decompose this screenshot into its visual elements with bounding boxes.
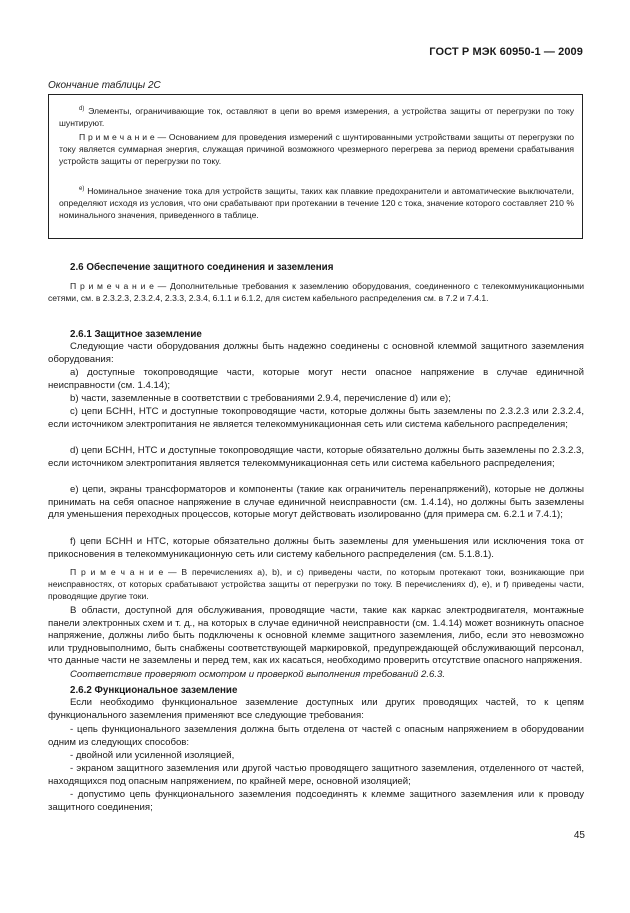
section-2-6-1-intro: Следующие части оборудования должны быть надежно соединены с основной клеммой защитного заземления оборудования: [48, 341, 584, 365]
footnote-e: $^{e)}$ Номинальное значение тока для устройств защиты, таких как плавкие предохранители и автоматические выключатели, определяют исходя из условия, что они срабатывают при протекании в течение 120 с тока, значение которого составляет 210 % номинального значения, приведенного в таблице. [59, 185, 574, 220]
list-item-e: е) цепи, экраны трансформаторов и компоненты (такие как ограничитель перенапряжений), которые не должны принимать на себя опасное напряжение в случае единичной неисправности (см. 1.4.14), но должны быть заземлены для уменьшения переходных процессов, которые могут действовать изолированно (для примера см. 6.2.1 и 7.4.1); [48, 484, 584, 521]
page-number: 45 [573, 830, 585, 841]
list-item-b: b) части, заземленные в соответствии с требованиями 2.9.4, перечисление d) или е); [70, 393, 451, 404]
section-heading-2-6-1: 2.6.1 Защитное заземление [70, 329, 202, 340]
footnote-d: $^{d)}$ Элементы, ограничивающие ток, оставляют в цепи во время измерения, а устройства защиты от перегрузки по току шунтируют. [59, 105, 574, 128]
requirement-item: - двойной или усиленной изоляцией, [70, 750, 235, 761]
requirement-item: - экраном защитного заземления или другой частью проводящего защитного заземления, отделенного от частей, находящихся под опасным напряжением, по крайней мере, основной изоляцией; [48, 763, 584, 787]
requirement-item: - допустимо цепь функционального заземления подсоединять к клемме защитного заземления или к проводу защитного соединения; [48, 789, 584, 813]
list-item-a: а) доступные токопроводящие части, которые могут нести опасное напряжение в случае единичной неисправности (см. 1.4.14); [48, 367, 584, 391]
compliance-check: Соответствие проверяют осмотром и проверкой выполнения требований 2.6.3. [70, 669, 446, 680]
requirement-item: - цепь функционального заземления должна быть отделена от частей с опасным напряжением в оборудовании одним из следующих способов: [48, 724, 584, 748]
section-heading-2-6: 2.6 Обеспечение защитного соединения и заземления [70, 262, 334, 273]
section-2-6-note: П р и м е ч а н и е — Дополнительные требования к заземлению оборудования, соединенного с телекоммуникационными сетями, см. в 2.3.2.3, 2.3.2.4, 2.3.3, 2.3.4, 6.1.1 и 6.1.2, для систем кабельного распределения см. в 7.2 и 7.4.1. [48, 281, 585, 303]
table-note: П р и м е ч а н и е — Основанием для проведения измерений с шунтированными устройствами защиты от перегрузки по току является суммарная энергия, служащая причиной возможного чрезмерного перегрева за период времени срабатывания устройств защиты от перегрузки по току. [59, 132, 575, 166]
table-caption: Окончание таблицы 2С [48, 80, 161, 91]
list-item-c: с) цепи БСНН, НТС и доступные токопроводящие части, которые должны быть заземлены по 2.3.2.3 или 2.3.2.4, если источником электропитания не является телекоммуникационная сеть или система кабельного распределения; [48, 406, 584, 430]
document-code: ГОСТ Р МЭК 60950-1 — 2009 [429, 46, 583, 58]
section-2-6-2-intro: Если необходимо функциональное заземление доступных или других проводящих частей, то к цепям функционального заземления применяют все следующие требования: [48, 697, 584, 721]
section-heading-2-6-2: 2.6.2 Функциональное заземление [70, 685, 238, 696]
list-item-f: f) цепи БСНН и НТС, которые обязательно должны быть заземлены для уменьшения или исключения тока от прикосновения в телекоммуникационную сеть или систему кабельного распределения (см. 5.1.8.1). [48, 536, 584, 560]
service-area-paragraph: В области, доступной для обслуживания, проводящие части, такие как каркас электродвигателя, монтажные панели электронных схем и т. д., на которых в случае единичной неисправности (см. 1.4.14) может возникнуть опасное напряжение, должны либо быть подключены к основной клемме защитного заземления, либо, если это невозможно или трудновыполнимо, быть снабжены соответствующей маркировкой, предупреждающей обслуживающий персонал, что данные части не заземлены и перед тем, как их касаться, необходимо проверить отсутствие опасного напряжения. [48, 605, 584, 667]
table-notes-box [48, 94, 583, 239]
section-2-6-1-note: П р и м е ч а н и е — В перечислениях а), b), и с) приведены части, по которым протекают токи, возникающие при неисправностях, от которых срабатывают устройства защиты от перегрузки по току. В перечислениях d), е), и f) приведены части, проводящие другие токи. [48, 567, 584, 601]
list-item-d: d) цепи БСНН, НТС и доступные токопроводящие части, которые обязательно должны быть заземлены по 2.3.2.3, если источником электропитания является телекоммуникационная сеть или система кабельного распределения; [48, 445, 584, 469]
